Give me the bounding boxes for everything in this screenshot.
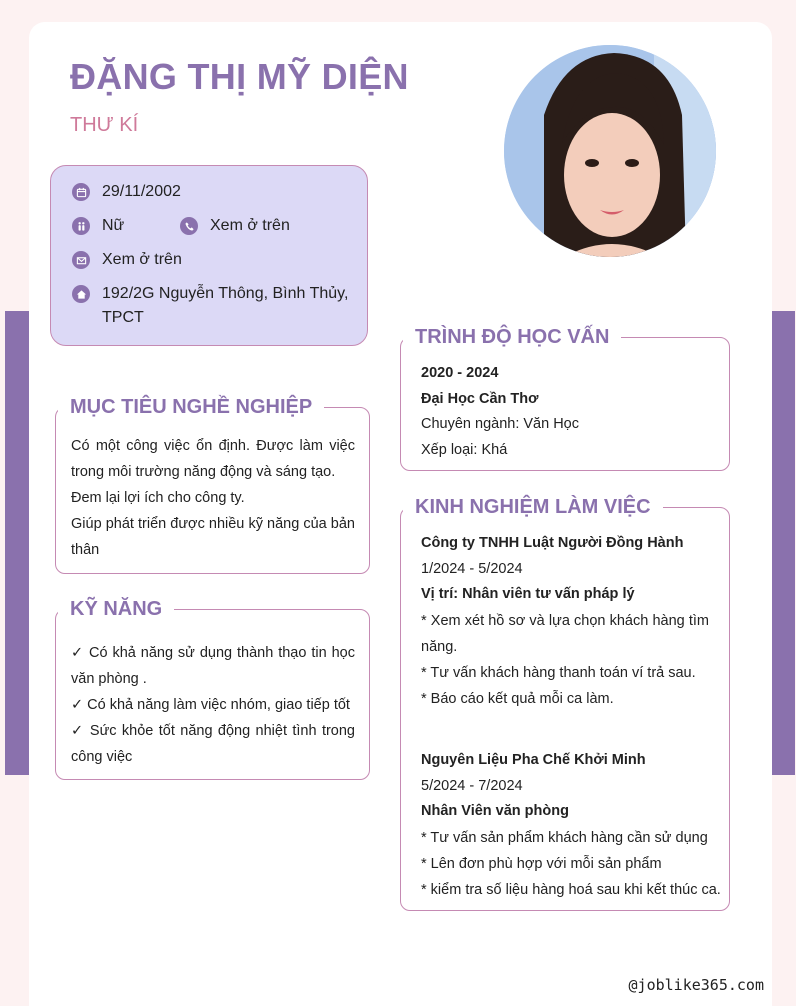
objective-heading: MỤC TIÊU NGHỀ NGHIỆP: [58, 394, 324, 420]
education-period: 2020 - 2024: [421, 365, 499, 381]
education-rank: Xếp loại: Khá: [421, 441, 508, 458]
skill-item: ✓ Có khả năng làm việc nhóm, giao tiếp tốt: [71, 697, 350, 713]
objective-line: Đem lại lợi ích cho công ty.: [71, 490, 245, 506]
address-row: [72, 282, 362, 330]
job-company: Công ty TNHH Luật Người Đồng Hành: [421, 535, 684, 551]
email-text: Xem ở trên: [102, 251, 182, 268]
skills-heading: KỸ NĂNG: [58, 596, 174, 622]
objective-line: Giúp phát triển được nhiều kỹ năng của bản thân: [71, 516, 355, 558]
skill-item: ✓ Sức khỏe tốt năng động nhiệt tình trong công việc: [71, 723, 355, 765]
job-duty: * Báo cáo kết quả mỗi ca làm.: [421, 690, 614, 707]
education-major: Chuyên ngành: Văn Học: [421, 416, 579, 432]
education-school: Đại Học Cần Thơ: [421, 390, 539, 407]
home-icon: [72, 285, 90, 303]
watermark: @joblike365.com: [628, 976, 764, 994]
phone-text: Xem ở trên: [210, 217, 290, 234]
phone-icon: [180, 217, 198, 235]
job-position: Nhân Viên văn phòng: [421, 803, 569, 819]
education-content: [421, 361, 716, 463]
phone-row: [180, 214, 290, 238]
job-duty: * Tư vấn khách hàng thanh toán ví trả sau.: [421, 664, 696, 681]
objective-line: Có một công việc ổn định. Được làm việc trong môi trường năng động và sáng tạo.: [71, 438, 355, 480]
mail-icon: [72, 251, 90, 269]
education-heading: TRÌNH ĐỘ HỌC VẤN: [403, 324, 621, 350]
birthday-text: 29/11/2002: [102, 183, 181, 200]
address-text: 192/2G Nguyễn Thông, Bình Thủy, TPCT: [102, 285, 349, 326]
left-decor-band: [5, 311, 29, 775]
experience-job: [421, 748, 721, 903]
gender-icon: [72, 217, 90, 235]
email-row: [72, 248, 182, 272]
job-duty: * Tư vấn sản phẩm khách hàng cần sử dụng: [421, 829, 708, 846]
skills-content: [71, 640, 355, 770]
candidate-name: ĐẶNG THỊ MỸ DIỆN: [70, 56, 409, 97]
gender-row: [72, 214, 124, 238]
job-duty: * Xem xét hồ sơ và lựa chọn khách hàng tìm năng.: [421, 612, 709, 655]
job-company: Nguyên Liệu Pha Chế Khởi Minh: [421, 752, 646, 768]
calendar-icon: [72, 183, 90, 201]
job-period: 1/2024 - 5/2024: [421, 560, 523, 577]
job-duty: * Lên đơn phù hợp với mỗi sản phẩm: [421, 855, 662, 872]
experience-heading: KINH NGHIỆM LÀM VIỆC: [403, 494, 663, 520]
job-title: THƯ KÍ: [70, 114, 139, 136]
gender-text: Nữ: [102, 217, 125, 234]
right-decor-band: [772, 311, 795, 775]
skill-item: ✓ Có khả năng sử dụng thành thạo tin học văn phòng .: [71, 645, 355, 687]
objective-content: [71, 433, 355, 563]
experience-job: [421, 531, 709, 712]
avatar: [504, 45, 716, 257]
job-duty: * kiểm tra số liệu hàng hoá sau khi kết thúc ca.: [421, 881, 721, 898]
birthday-row: [72, 180, 181, 204]
job-period: 5/2024 - 7/2024: [421, 777, 523, 794]
job-position: Vị trí: Nhân viên tư vấn pháp lý: [421, 586, 635, 602]
